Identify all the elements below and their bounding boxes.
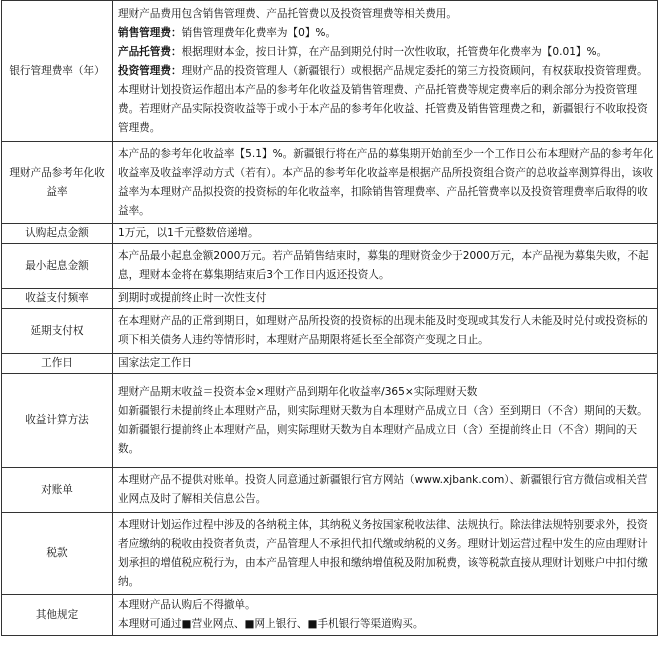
terms-row: [2, 374, 658, 468]
terms-row: [2, 1, 658, 142]
row-label: 对账单: [2, 468, 113, 513]
content-line: 本理财产品不提供对账单。投资人同意通过新疆银行官方网站（www.xjbank.com）、新疆银行官方微信或相关营业网点及时了解相关信息公告。: [118, 474, 648, 505]
row-label: 最小起息金额: [2, 244, 113, 289]
terms-row: [2, 289, 658, 309]
terms-row: [2, 224, 658, 244]
terms-row: [2, 244, 658, 289]
row-label: 认购起点金额: [2, 224, 113, 244]
content-line: 理财产品费用包含销售管理费、产品托管费以及投资管理费等相关费用。: [118, 7, 457, 20]
row-label: 理财产品参考年化收益率: [2, 142, 113, 224]
content-line: 到期时或提前终止时一次性支付: [118, 292, 267, 304]
product-terms-table: [1, 0, 658, 636]
content-line: 本理财可通过■营业网点、■网上银行、■手机银行等渠道购买。: [118, 618, 424, 630]
row-content: [113, 595, 658, 636]
row-label: 其他规定: [2, 595, 113, 636]
row-content: [113, 289, 658, 309]
content-line: 本产品最小起息金额2000万元。若产品销售结束时，募集的理财资金少于2000万元，本产品视为募集失败，不起息，理财本金将在募集期结束后3个工作日内返还投资人。: [118, 250, 649, 281]
fee-term: 销售管理费：: [118, 26, 182, 39]
terms-row: [2, 513, 658, 595]
row-content: [113, 374, 658, 468]
content-line: 1万元，以1千元整数倍递增。: [118, 227, 259, 239]
row-label: 延期支付权: [2, 309, 113, 354]
content-line: [118, 43, 654, 62]
row-content: [113, 309, 658, 354]
row-content: [113, 1, 658, 142]
terms-row: [2, 142, 658, 224]
content-line: [118, 62, 654, 138]
terms-row: [2, 595, 658, 636]
content-line: 如新疆银行未提前终止本理财产品，则实际理财天数为自本理财产品成立日（含）至到期日（不含）期间的天数。: [118, 404, 648, 417]
row-content: [113, 142, 658, 224]
terms-row: [2, 354, 658, 374]
row-content: [113, 244, 658, 289]
row-label: 收益支付频率: [2, 289, 113, 309]
content-line: 如新疆银行提前终止本理财产品，则实际理财天数为自本理财产品成立日（含）至提前终止日（不含）期间的天数。: [118, 423, 638, 455]
fee-term: 投资管理费：: [118, 64, 182, 77]
terms-row: [2, 309, 658, 354]
row-content: [113, 468, 658, 513]
row-content: [113, 224, 658, 244]
content-line: 理财产品期末收益＝投资本金×理财产品到期年化收益率/365×实际理财天数: [118, 385, 478, 398]
row-label: 工作日: [2, 354, 113, 374]
content-line: 本理财产品认购后不得撤单。: [118, 599, 256, 611]
content-line: 本产品的参考年化收益率【5.1】%。新疆银行将在产品的募集期开始前至少一个工作日公布本理财产品的参考年化收益率及收益率浮动方式（若有）。本产品的参考年化收益率是根据产品所投资组合资产的总收益率测算得出，该收益率为本理财产品拟投资的投资标的年化收益率，扣除销售管理费率、产品托管费率以及投资管理费率后取得的收益率。: [118, 147, 654, 217]
content-line: 国家法定工作日: [118, 357, 193, 369]
content-line: 本理财计划运作过程中涉及的各纳税主体，其纳税义务按国家税收法律、法规执行。除法律法规特别要求外，投资者应缴纳的税收由投资者负责，产品管理人不承担代扣代缴或纳税的义务。理财计划运营过程中发生的应由理财计划承担的增值税应税行为，由本产品管理人申报和缴纳增值税及附加税费，该等税款直接从理财计划账户中扣付缴纳。: [118, 518, 648, 588]
row-content: [113, 354, 658, 374]
content-line: [118, 24, 654, 43]
fee-description: 销售管理费年化费率为【0】%。: [181, 26, 337, 39]
row-label: 银行管理费率（年）: [2, 1, 113, 142]
row-content: [113, 513, 658, 595]
terms-rows: [2, 1, 658, 636]
row-label: 收益计算方法: [2, 374, 113, 468]
fee-description: 理财产品的投资管理人（新疆银行）或根据产品规定委托的第三方投资顾问，有权获取投资管理费。本理财计划投资运作超出本产品的参考年化收益及销售管理费、产品托管费等规定费率后的剩余部分为投资管理费。若理财产品实际投资收益等于或小于本产品的参考年化收益、托管费及销售管理费之和，新疆银行不收取投资管理费。: [118, 64, 648, 134]
content-line: 在本理财产品的正常到期日，如理财产品所投资的投资标的出现未能及时变现或其发行人未能及时兑付或投资标的项下相关债务人违约等情形时，本理财产品期限将延长至全部资产变现之日止。: [118, 315, 648, 346]
fee-description: 根据理财本金，按日计算，在产品到期兑付时一次性收取，托管费年化费率为【0.01】%。: [181, 45, 608, 58]
row-label: 税款: [2, 513, 113, 595]
fee-term: 产品托管费：: [118, 45, 182, 58]
terms-row: [2, 468, 658, 513]
